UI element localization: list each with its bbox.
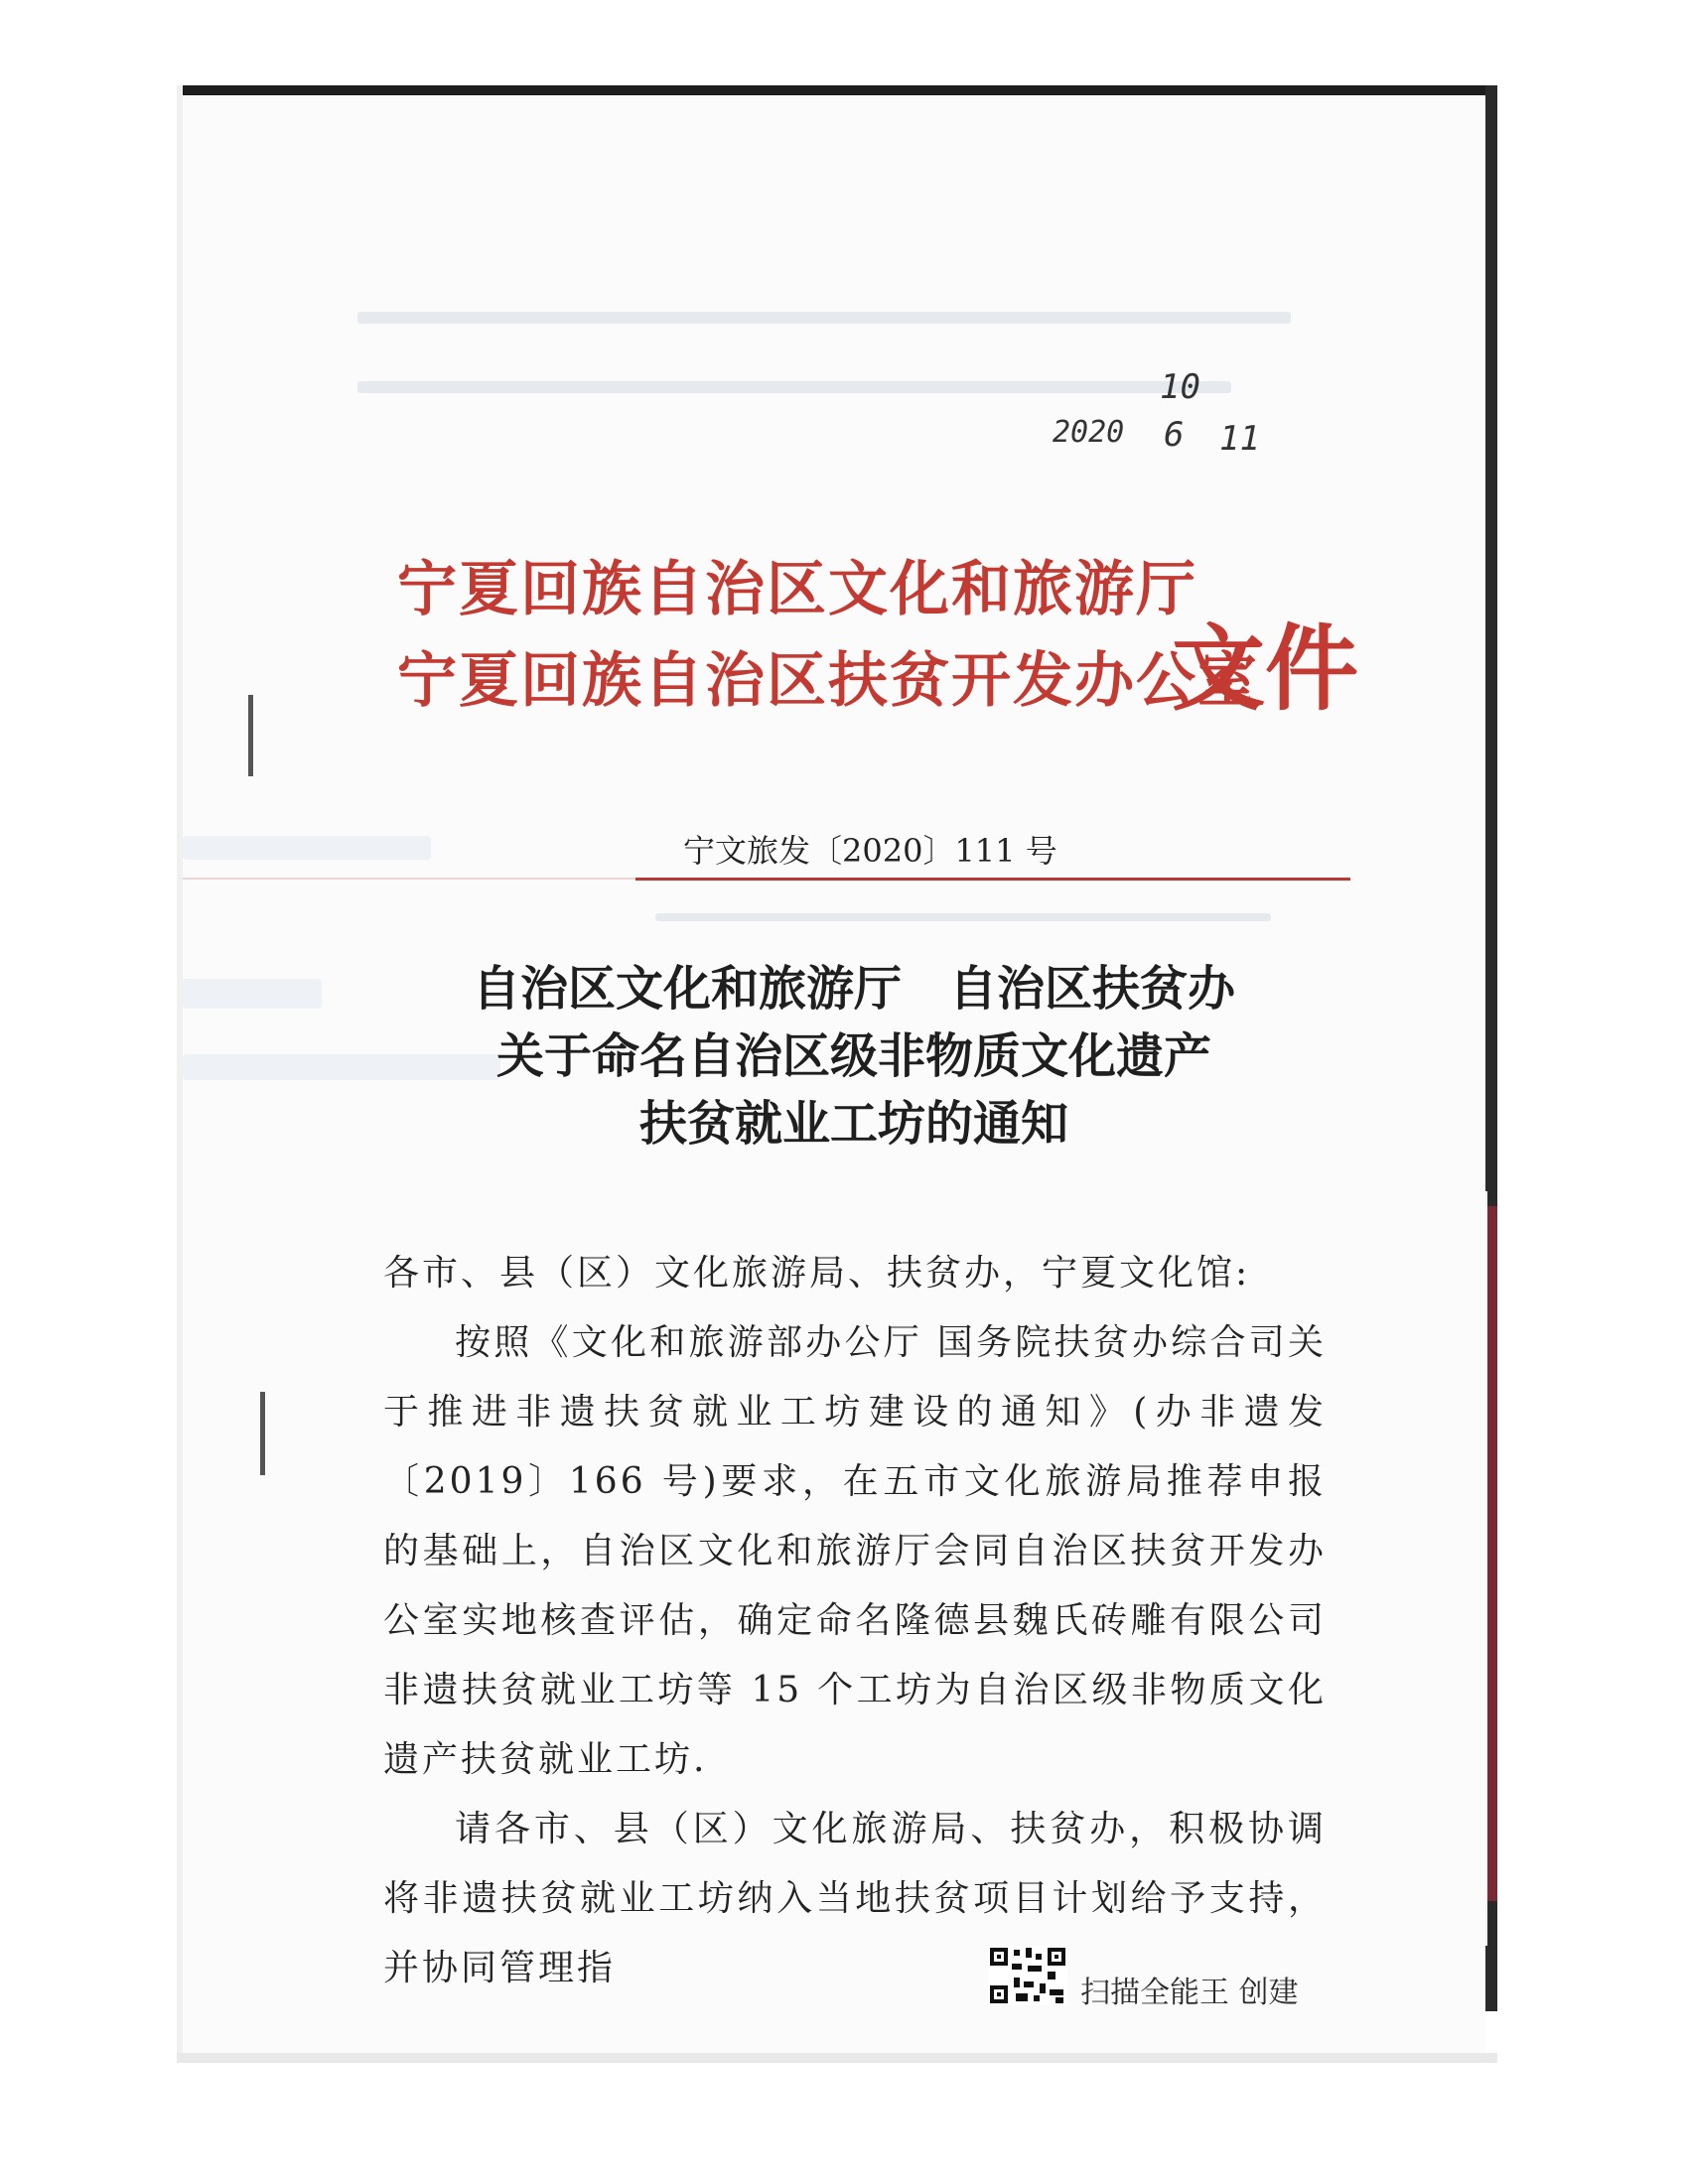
handwritten-note-top: 10 (1160, 367, 1200, 407)
header-rule-faint (183, 878, 635, 880)
header-red-rule (635, 878, 1350, 881)
scan-edge-top (177, 85, 1497, 95)
notice-body (383, 1239, 1327, 2003)
body-paragraph: 按照《文化和旅游部办公厅 国务院扶贫办综合司关于推进非遗扶贫就业工坊建设的通知》(办非遗发〔2019〕166 号)要求，在五市文化旅游局推荐申报的基础上，自治区文化和旅游厅会同自治区扶贫开发办公室实地核查评估，确定命名隆德县魏氏砖雕有限公司非遗扶贫就业工坊等 15 个工坊为自治区级非物质文化遗产扶贫就业工坊. (383, 1322, 1327, 1780)
title-line: 扶贫就业工坊的通知 (638, 1096, 1068, 1152)
handwritten-year: 2020 (1053, 415, 1125, 450)
bleed-through-line (357, 312, 1291, 324)
binder-hole-mark (260, 1392, 265, 1475)
handwritten-month: 6 (1164, 415, 1185, 455)
bleed-through-block (183, 836, 431, 860)
issuer-line-culture-tourism: 宁夏回族自治区文化和旅游厅 (397, 555, 1197, 624)
issuer-block (397, 544, 1259, 727)
document-type-label: 文件 (1172, 614, 1359, 724)
qr-code-icon (988, 1946, 1067, 2005)
bleed-through-block (183, 979, 322, 1009)
binder-hole-mark (248, 695, 253, 776)
body-paragraph: 请各市、县（区）文化旅游局、扶贫办，积极协调将非遗扶贫就业工坊纳入当地扶贫项目计划给予支持，并协同管理指 (383, 1809, 1327, 1988)
scan-edge-bottom (177, 2053, 1497, 2063)
bleed-through-line (357, 381, 1231, 393)
handwritten-day: 11 (1219, 419, 1260, 459)
notice-title (397, 955, 1311, 1158)
title-line: 自治区文化和旅游厅 自治区扶贫办 (472, 961, 1235, 1017)
issuer-line-poverty-office: 宁夏回族自治区扶贫开发办公室 (397, 646, 1259, 716)
bleed-through-line (655, 913, 1271, 921)
document-number: 宁文旅发〔2020〕111 号 (683, 832, 1057, 870)
salutation: 各市、县（区）文化旅游局、扶贫办，宁夏文化馆: (383, 1253, 1251, 1294)
scan-app-watermark: 扫描全能王 创建 (1080, 1976, 1299, 2010)
title-line: 关于命名自治区级非物质文化遗产 (495, 1028, 1211, 1084)
